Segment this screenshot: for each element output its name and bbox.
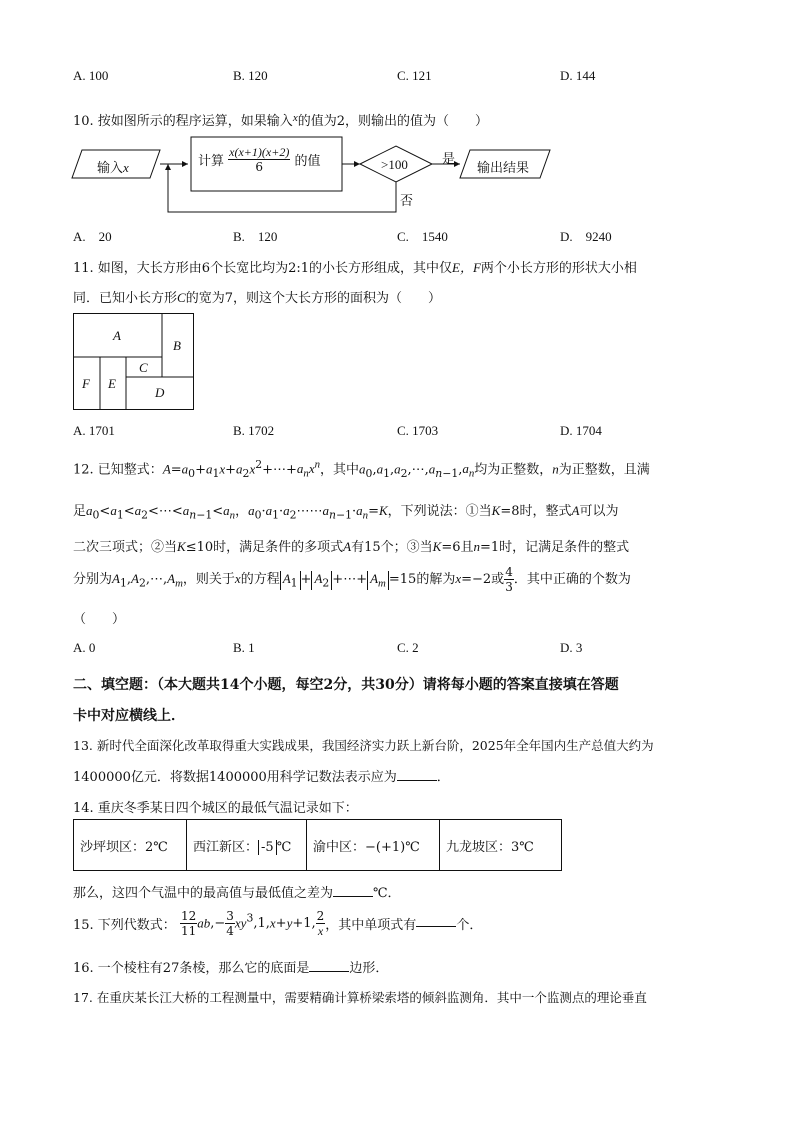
q11-label-e: E [108,376,116,391]
q10-no-label: 否 [400,194,414,209]
q12-option-a: A. 0 [73,640,96,655]
q10-compute-box: 计算 $\frac{x(x+1)(x+2)}{6}$ 的值 [198,145,321,174]
q14-cell-shapingba: 沙坪坝区：2℃ [74,820,187,871]
q12-option-c: C. 2 [397,640,419,655]
q12-paren: （ ） [73,612,126,627]
q10-stem: 10. 按如图所示的程序运算，如果输入$^x$的值为2，则输出的值为（ ） [73,112,488,129]
q14-cell-xijiang: 西江新区： -5 ℃ [187,820,307,871]
q15-answer-blank[interactable] [416,914,456,927]
q11-option-a: A. 1701 [73,423,115,438]
q14-cell-jiulongpo: 九龙坡区：3℃ [440,820,562,871]
q10-option-a: A. 20 [73,229,112,244]
q14-temperature-table [73,819,562,871]
q17-line1: 17. 在重庆某长江大桥的工程测量中，需要精确计算桥梁索塔的倾斜监测角．其中一个监测点的理论垂直 [73,990,647,1005]
q12-option-d: D. 3 [560,640,583,655]
q9-option-b: B. 120 [233,68,268,83]
q12-line3: 二次三项式；②当K≤10时，满足条件的多项式A有15个；③当K=6且n=1时，记满足条件的整式 [73,539,630,555]
q11-label-a: A [113,328,121,343]
q14-answer-blank[interactable] [333,884,373,897]
q11-rectangle-figure [73,313,196,411]
q12-line1: 12. 已知整式：$A=a_0+a_1x+a_2x^2+\cdots+a_nx^n$，其中$a_0,a_1,a_2,\cdots,a_{n-1},a_n$均为正整数，n为正整数，且满 [73,458,650,480]
q10-input-label: 输入x [97,160,129,176]
q9-option-a: A. 100 [73,68,109,83]
q9-option-c: C. 121 [397,68,432,83]
q12-line2: 足$a_0<a_1<a_2<\cdots<a_{n-1}<a_n$，$a_0\cdot a_1\cdot a_2\cdots\cdots a_{n-1}\cdot a_n=K$，下列说法：①当K=8时，整式A可以为 [73,503,619,522]
q15-line: 15. 下列代数式： $\frac{12}{11}$ ab,− $\frac{3}{4}$ $xy^3,1,x+y+1$, $\frac{2}{x}$ ，其中单项式有 个． [73,909,483,938]
q13-line2: 1400000亿元．将数据1400000用科学记数法表示应为 ． [73,770,450,785]
q11-option-b: B. 1702 [233,423,275,438]
q11-label-d: D [155,385,165,400]
q11-option-d: D. 1704 [560,423,602,438]
q10-option-d: D. 9240 [560,229,612,244]
q11-label-b: B [173,338,181,353]
q14-stem: 14. 重庆冬季某日四个城区的最低气温记录如下： [73,801,358,816]
q10-option-b: B. 120 [233,229,278,244]
q12-line4: 分别为$A_1,A_2,\cdots,A_m$，则关于x的方程 $A_1 + A_2$ +⋯+ $A_m =15$的解为x=−2或 $\frac{4}{3}$ ．其中正确的个数为 [73,565,631,594]
q14-after: 那么，这四个气温中的最高值与最低值之差为 ℃． [73,886,401,901]
q16-line: 16. 一个棱柱有27条棱，那么它的底面是 边形． [73,961,389,976]
q16-answer-blank[interactable] [309,959,349,972]
section2-heading-line2: 卡中对应横线上． [73,708,185,724]
q9-option-d: D. 144 [560,68,596,83]
q13-line1: 13. 新时代全面深化改革取得重大实践成果，我国经济实力跃上新台阶，2025年全年国内生产总值大约为 [73,738,654,753]
q11-label-c: C [139,360,148,375]
q10-yes-label: 是 [442,152,456,167]
q10-option-c: C. 1540 [397,229,448,244]
q11-label-f: F [82,376,90,391]
q10-output-label: 输出结果 [477,161,530,176]
q11-option-c: C. 1703 [397,423,439,438]
q14-cell-yuzhong: 渝中区：−(+1)℃ [307,820,440,871]
q11-line2: 同．已知小长方形C的宽为7，则这个大长方形的面积为（ ） [73,290,441,306]
q13-answer-blank[interactable] [397,768,437,781]
q12-option-b: B. 1 [233,640,255,655]
q11-line1: 11. 如图，大长方形由6个长宽比均为2:1的小长方形组成，其中仅E，F两个小长方形的形状大小相 [73,260,637,276]
q10-condition: >100 [381,157,408,172]
section2-heading-line1: 二、填空题：（本大题共14个小题，每空2分，共30分）请将每小题的答案直接填在答题 [73,677,619,693]
